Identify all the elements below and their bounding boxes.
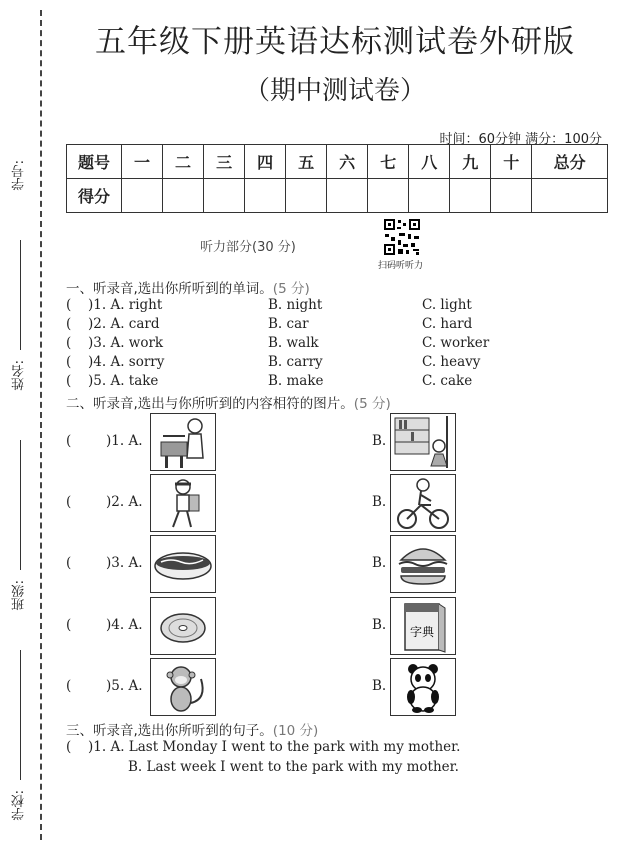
- answer-paren[interactable]: (: [66, 739, 72, 755]
- answer-paren[interactable]: (: [66, 316, 72, 332]
- option-b: B. make: [268, 373, 324, 389]
- question-row: [66, 739, 606, 757]
- score-cell[interactable]: [368, 179, 409, 213]
- score-header-cell: 三: [204, 145, 245, 179]
- option-c: C. hard: [422, 316, 473, 332]
- score-cell[interactable]: [122, 179, 163, 213]
- question-number: )4. A.: [106, 617, 143, 633]
- score-header-cell: 六: [327, 145, 368, 179]
- answer-paren[interactable]: (: [66, 678, 72, 694]
- option-b-label: B.: [372, 617, 387, 633]
- school-label: 学校:: [12, 790, 27, 821]
- option-b: B. walk: [268, 335, 319, 351]
- answer-paren[interactable]: (: [66, 494, 72, 510]
- question-number: )5. A.: [106, 678, 143, 694]
- option-b-label: B.: [372, 555, 387, 571]
- score-header-cell: 九: [450, 145, 491, 179]
- option-b: B. night: [268, 297, 323, 313]
- score-row-label: 得分: [67, 179, 122, 213]
- cut-line: [40, 10, 42, 840]
- school-field: [2, 640, 36, 840]
- name-blank-line: [20, 240, 21, 350]
- class-field: [2, 420, 36, 620]
- picture-question-row: [66, 413, 606, 473]
- score-cell[interactable]: [163, 179, 204, 213]
- answer-paren[interactable]: (: [66, 617, 72, 633]
- student-name-label: 姓名:: [12, 360, 27, 391]
- picture-question-row: [66, 658, 606, 718]
- score-cell[interactable]: [327, 179, 368, 213]
- option-c: C. cake: [422, 373, 473, 389]
- dictionary-icon[interactable]: [390, 597, 456, 655]
- score-table: [66, 144, 608, 213]
- section-3-points: (10 分): [272, 723, 319, 739]
- answer-paren[interactable]: (: [66, 335, 72, 351]
- option-a: )1. A. Last Monday I went to the park with my mother.: [88, 739, 461, 755]
- student-id-field: [2, 140, 36, 200]
- section-2-heading: 二、听录音,选出与你所听到的内容相符的图片。: [66, 396, 354, 412]
- question-number: )2. A.: [106, 494, 143, 510]
- option-a: )5. A. take: [88, 373, 159, 389]
- qr-caption: 扫码听听力: [378, 261, 424, 271]
- school-blank-line: [20, 650, 21, 780]
- option-b-label: B.: [372, 494, 387, 510]
- score-header-row: [67, 145, 608, 179]
- score-cell[interactable]: [204, 179, 245, 213]
- option-c: C. worker: [422, 335, 490, 351]
- score-header-cell: 一: [122, 145, 163, 179]
- student-id-label: 学号:: [12, 160, 27, 191]
- exam-meta: 时间：60分钟 满分：100分: [439, 132, 602, 147]
- girl-reading-icon[interactable]: [390, 413, 456, 471]
- score-cell[interactable]: [532, 179, 608, 213]
- score-header-cell: 总分: [532, 145, 608, 179]
- question-number: )1. A.: [106, 433, 143, 449]
- score-header-cell: 十: [491, 145, 532, 179]
- listening-section-title: 听力部分(30 分): [200, 240, 296, 255]
- option-b: B. Last week I went to the park with my mother.: [128, 759, 459, 775]
- class-blank-line: [20, 440, 21, 570]
- option-b: B. carry: [268, 354, 323, 370]
- option-c: C. light: [422, 297, 472, 313]
- section-3-title: [66, 719, 318, 739]
- section-1-heading: 一、听录音,选出你所听到的单词。: [66, 281, 273, 297]
- score-header-cell: 四: [245, 145, 286, 179]
- option-a: )2. A. card: [88, 316, 160, 332]
- answer-paren[interactable]: (: [66, 433, 72, 449]
- person-cooking-icon[interactable]: [150, 413, 216, 471]
- answer-paren[interactable]: (: [66, 555, 72, 571]
- score-cell[interactable]: [286, 179, 327, 213]
- score-cell[interactable]: [409, 179, 450, 213]
- question-row: [66, 759, 606, 777]
- class-label: 班级:: [12, 580, 27, 611]
- option-b: B. car: [268, 316, 309, 332]
- score-header-cell: 八: [409, 145, 450, 179]
- student-name-field: [2, 210, 36, 400]
- score-header-cell: 二: [163, 145, 204, 179]
- boy-cycling-icon[interactable]: [390, 474, 456, 532]
- hot-dog-icon[interactable]: [150, 535, 216, 593]
- question-number: )3. A.: [106, 555, 143, 571]
- picture-question-row: [66, 474, 606, 534]
- section-1-title: [66, 277, 310, 297]
- score-header-cell: 七: [368, 145, 409, 179]
- picture-question-row: [66, 597, 606, 657]
- boy-hiking-icon[interactable]: [150, 474, 216, 532]
- answer-paren[interactable]: (: [66, 354, 72, 370]
- section-3-heading: 三、听录音,选出你所听到的句子。: [66, 723, 273, 739]
- binding-margin: [0, 0, 50, 847]
- picture-question-row: [66, 535, 606, 595]
- hamburger-icon[interactable]: [390, 535, 456, 593]
- option-b-label: B.: [372, 433, 387, 449]
- question-row: [66, 297, 606, 315]
- score-value-row: [67, 179, 608, 213]
- dictionary-label: 字典: [409, 625, 435, 639]
- score-header-cell: 题号: [67, 145, 122, 179]
- section-2-points: (5 分): [353, 396, 391, 412]
- option-a: )4. A. sorry: [88, 354, 165, 370]
- option-a: )3. A. work: [88, 335, 164, 351]
- question-row: [66, 335, 606, 353]
- question-row: [66, 373, 606, 391]
- section-1-points: (5 分): [272, 281, 310, 297]
- qr-code-icon[interactable]: [383, 218, 421, 256]
- option-b-label: B.: [372, 678, 387, 694]
- score-header-cell: 五: [286, 145, 327, 179]
- score-cell[interactable]: [491, 179, 532, 213]
- question-row: [66, 354, 606, 372]
- page-title: 五年级下册英语达标测试卷外研版: [95, 24, 575, 60]
- cd-disc-icon[interactable]: [150, 597, 216, 655]
- question-row: [66, 316, 606, 334]
- answer-paren[interactable]: (: [66, 373, 72, 389]
- panda-icon[interactable]: [390, 658, 456, 716]
- option-c: C. heavy: [422, 354, 481, 370]
- score-cell[interactable]: [245, 179, 286, 213]
- option-a: )1. A. right: [88, 297, 163, 313]
- section-2-title: [66, 392, 391, 412]
- score-cell[interactable]: [450, 179, 491, 213]
- monkey-icon[interactable]: [150, 658, 216, 716]
- answer-paren[interactable]: (: [66, 297, 72, 313]
- page-subtitle: （期中测试卷）: [243, 76, 426, 106]
